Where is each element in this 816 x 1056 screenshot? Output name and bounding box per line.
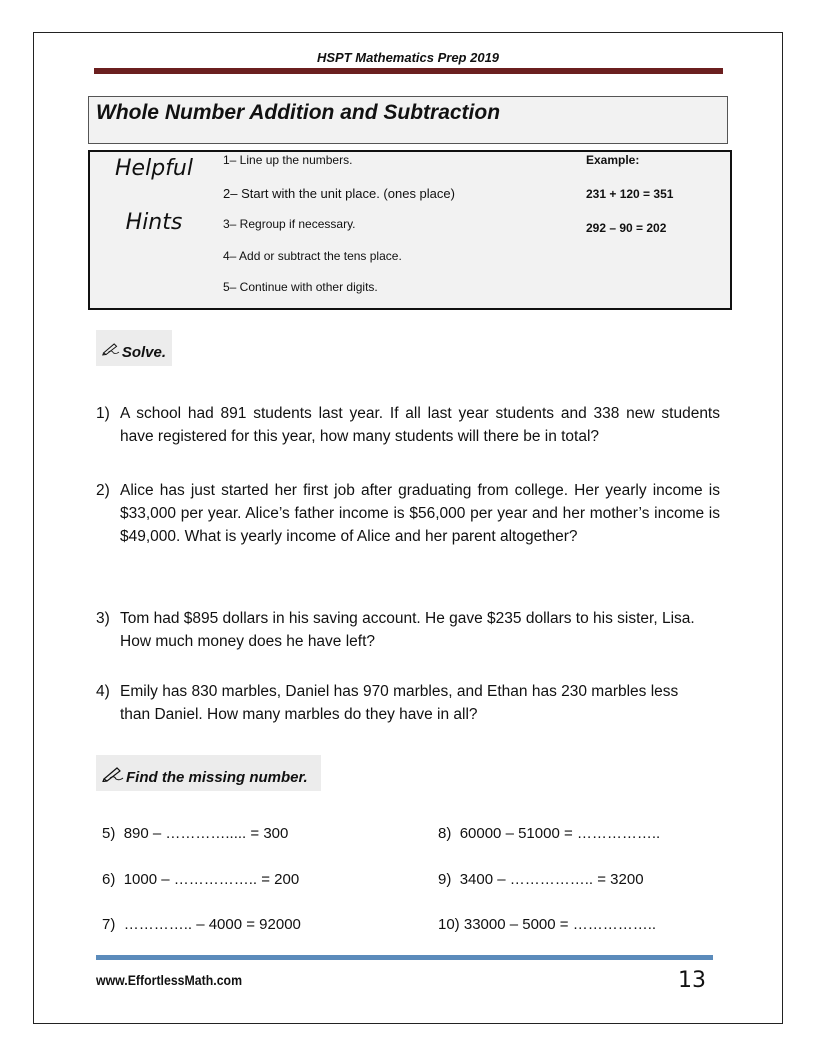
pencil-icon	[102, 339, 120, 357]
question-number: 1)	[96, 405, 110, 422]
missing-item	[438, 871, 644, 888]
missing-item	[102, 825, 288, 842]
question-number: 3)	[96, 610, 110, 627]
header-rule	[94, 68, 723, 74]
item-text: 1000 – …………….. = 200	[123, 871, 300, 888]
question-2	[96, 479, 720, 548]
page-number: 13	[678, 968, 706, 993]
item-text: ………….. – 4000 = 92000	[123, 916, 301, 933]
question-number: 2)	[96, 482, 110, 499]
header-title: HSPT Mathematics Prep 2019	[316, 50, 500, 65]
question-text: A school had 891 students last year. If all last year students and 338 new students have registered for this year, how many students will there be in total?	[120, 405, 720, 445]
question-4	[96, 680, 696, 726]
item-number: 6)	[102, 871, 116, 888]
topic-title: Whole Number Addition and Subtraction	[96, 101, 501, 124]
question-number: 4)	[96, 683, 110, 700]
hints-box	[88, 150, 732, 310]
solve-section-tag	[96, 330, 172, 366]
item-text: 33000 – 5000 = ……………..	[463, 916, 657, 933]
question-text: Emily has 830 marbles, Daniel has 970 marbles, and Ethan has 230 marbles less than Daniel. How many marbles do they have in all?	[120, 683, 679, 723]
item-number: 8)	[438, 825, 452, 842]
footer-url: www.EffortlessMath.com	[96, 972, 243, 988]
hints-heading-hints: Hints	[125, 210, 183, 235]
item-number: 10)	[438, 916, 460, 933]
missing-item	[102, 871, 299, 888]
question-text: Tom had $895 dollars in his saving account. He gave $235 dollars to his sister, Lisa. How much money does he have left?	[120, 610, 695, 650]
item-text: 3400 – …………….. = 3200	[459, 871, 644, 888]
item-text: 890 – …………..... = 300	[123, 825, 289, 842]
missing-label: Find the missing number.	[126, 768, 308, 786]
example-item: 292 – 90 = 202	[586, 221, 667, 235]
solve-label: Solve.	[121, 343, 166, 361]
hint-item: 3– Regroup if necessary.	[223, 217, 356, 231]
missing-item	[102, 916, 301, 933]
item-text: 60000 – 51000 = ……………..	[459, 825, 661, 842]
footer-rule	[96, 955, 713, 960]
missing-item	[438, 825, 660, 842]
pencil-icon	[102, 764, 124, 782]
question-1	[96, 402, 720, 448]
hints-heading-helpful: Helpful	[115, 156, 193, 181]
hint-item: 2– Start with the unit place. (ones place)	[223, 186, 455, 201]
missing-section-tag	[96, 755, 321, 791]
item-number: 7)	[102, 916, 116, 933]
hint-item: 4– Add or subtract the tens place.	[223, 249, 402, 263]
question-3	[96, 607, 706, 653]
question-text: Alice has just started her first job after graduating from college. Her yearly income is $33,000 per year. Alice’s father income is $56,000 per year and her mother’s income is $49,000. What is yearly income of Alice and her parent altogether?	[120, 482, 720, 545]
example-label: Example:	[586, 153, 640, 167]
example-item: 231 + 120 = 351	[586, 187, 674, 201]
hint-item: 1– Line up the numbers.	[223, 153, 353, 167]
item-number: 9)	[438, 871, 452, 888]
item-number: 5)	[102, 825, 116, 842]
topic-box	[88, 96, 728, 144]
missing-item	[438, 916, 656, 933]
hint-item: 5– Continue with other digits.	[223, 280, 378, 294]
